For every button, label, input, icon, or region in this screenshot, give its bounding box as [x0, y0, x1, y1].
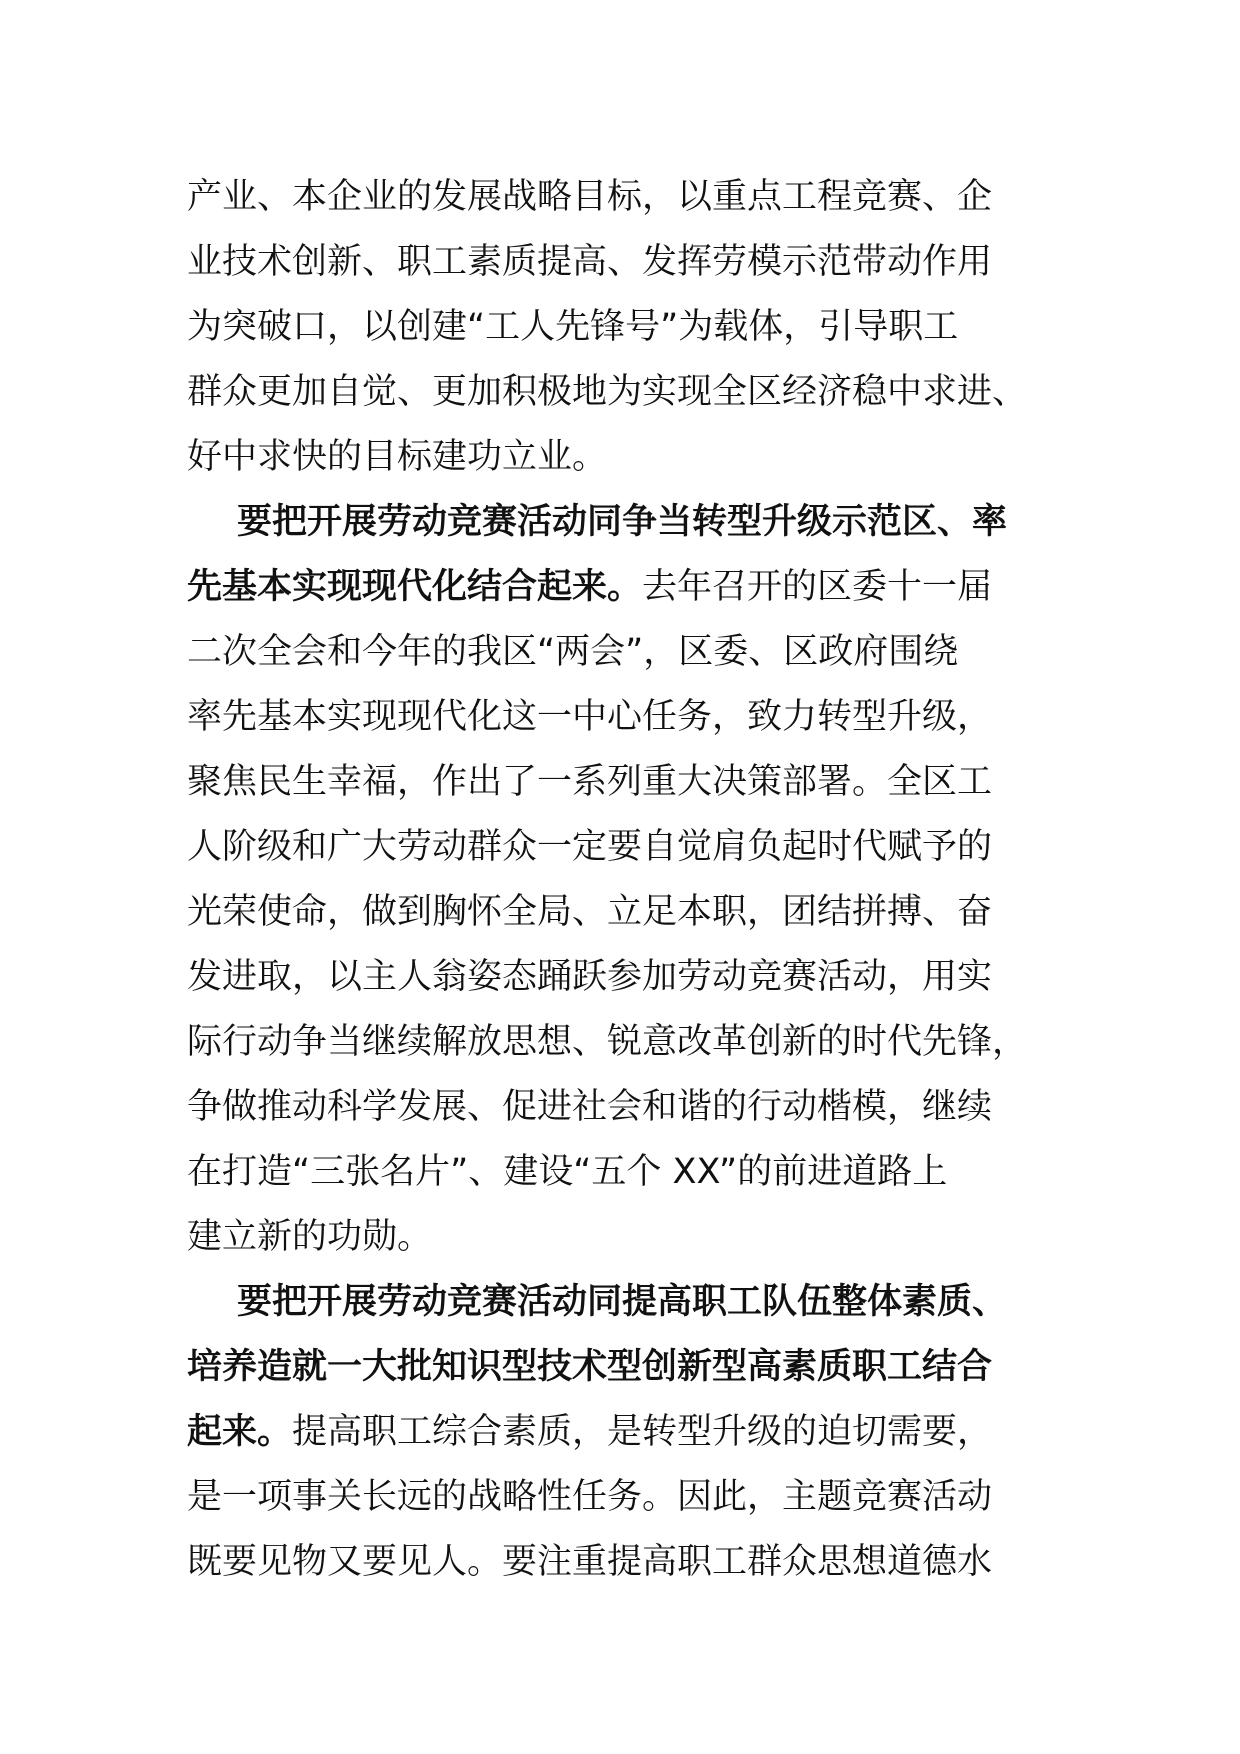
- bold-heading-run: 要把开展劳动竞赛活动同提高职工队伍整体素质、: [237, 1282, 1008, 1322]
- bold-heading-run: 培养造就一大批知识型技术型创新型高素质职工结合: [187, 1347, 993, 1387]
- text-run: 际行动争当继续解放思想、锐意改革创新的时代先锋，: [187, 1022, 1028, 1062]
- text-run: 在打造“三张名片”、建设“五个 XX”的前进道路上: [187, 1152, 948, 1192]
- document-body: [187, 165, 1077, 1595]
- text-line: [187, 1465, 1077, 1530]
- text-line: [187, 490, 1077, 555]
- text-line: [187, 230, 1077, 295]
- text-line: [187, 685, 1077, 750]
- text-line: [187, 1530, 1077, 1595]
- text-line: [187, 945, 1077, 1010]
- text-run: 群众更加自觉、更加积极地为实现全区经济稳中求进、: [187, 372, 1028, 412]
- text-line: [187, 295, 1077, 360]
- text-run: 去年召开的区委十一届: [642, 567, 993, 607]
- text-line: [187, 360, 1077, 425]
- text-line: [187, 1205, 1077, 1270]
- text-line: [187, 880, 1077, 945]
- text-run: 聚焦民生幸福，作出了一系列重大决策部署。全区工: [187, 762, 993, 802]
- text-run: 是一项事关长远的战略性任务。因此，主题竞赛活动: [187, 1477, 993, 1517]
- text-line: [187, 1075, 1077, 1140]
- text-run: 二次全会和今年的我区“两会”，区委、区政府围绕: [187, 632, 959, 672]
- text-line: [187, 750, 1077, 815]
- text-run: 人阶级和广大劳动群众一定要自觉肩负起时代赋予的: [187, 827, 993, 867]
- text-line: [187, 555, 1077, 620]
- text-line: [187, 1400, 1077, 1465]
- paragraph-modernization: [187, 490, 1077, 1270]
- text-run: 发进取，以主人翁姿态踊跃参加劳动竞赛活动，用实: [187, 957, 993, 997]
- paragraph-continuation: [187, 165, 1077, 490]
- text-line: [187, 165, 1077, 230]
- bold-heading-run: 先基本实现现代化结合起来。: [187, 567, 643, 607]
- text-line: [187, 1010, 1077, 1075]
- text-run: 率先基本实现现代化这一中心任务，致力转型升级，: [187, 697, 993, 737]
- text-run: 好中求快的目标建功立业。: [187, 437, 608, 477]
- bold-heading-run: 起来。: [187, 1412, 293, 1452]
- text-line: [187, 1270, 1077, 1335]
- text-run: 业技术创新、职工素质提高、发挥劳模示范带动作用: [187, 242, 993, 282]
- paragraph-workforce: [187, 1270, 1077, 1595]
- text-line: [187, 425, 1077, 490]
- text-line: [187, 815, 1077, 880]
- text-run: 产业、本企业的发展战略目标，以重点工程竞赛、企: [187, 177, 993, 217]
- bold-heading-run: 要把开展劳动竞赛活动同争当转型升级示范区、率: [237, 502, 1008, 542]
- text-line: [187, 1335, 1077, 1400]
- text-run: 光荣使命，做到胸怀全局、立足本职，团结拼搏、奋: [187, 892, 993, 932]
- text-run: 既要见物又要见人。要注重提高职工群众思想道德水: [187, 1542, 993, 1582]
- text-line: [187, 1140, 1077, 1205]
- text-run: 为突破口，以创建“工人先锋号”为载体，引导职工: [187, 307, 959, 347]
- text-run: 建立新的功勋。: [187, 1217, 433, 1257]
- text-run: 提高职工综合素质，是转型升级的迫切需要，: [292, 1412, 993, 1452]
- text-run: 争做推动科学发展、促进社会和谐的行动楷模，继续: [187, 1087, 993, 1127]
- text-line: [187, 620, 1077, 685]
